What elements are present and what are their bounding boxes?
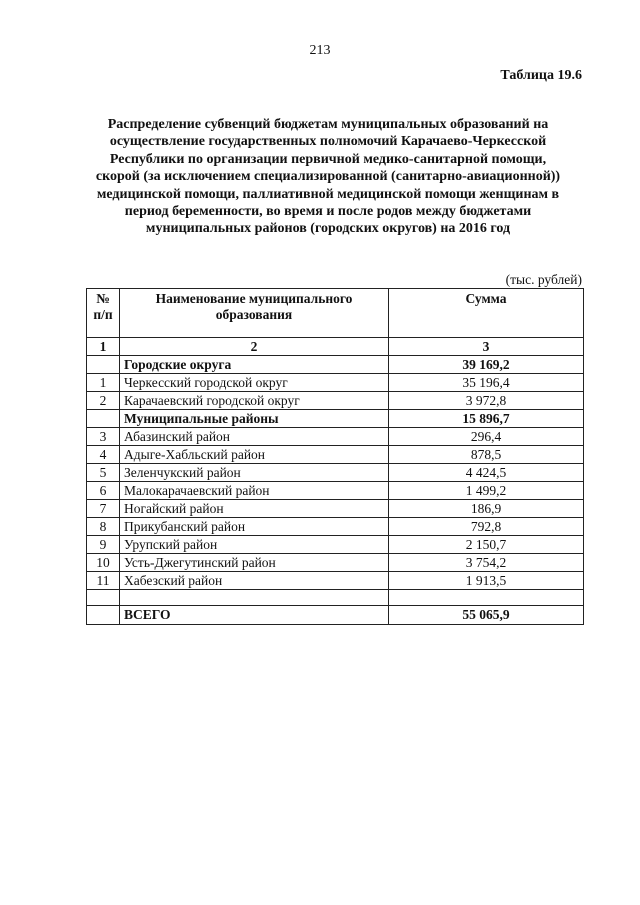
row-num: 5: [87, 464, 120, 482]
title-line: медицинской помощи, паллиативной медицинской помощи женщинам в: [96, 186, 560, 202]
column-index-row: [87, 338, 584, 356]
units-note: (тыс. рублей): [505, 272, 582, 287]
row-name: Прикубанский район: [120, 518, 389, 536]
row-num: 4: [87, 446, 120, 464]
group-name: Муниципальные районы: [120, 410, 389, 428]
title-line: период беременности, во время и после родов между бюджетами: [124, 204, 532, 220]
index-name: 2: [120, 338, 389, 356]
title-line: Республики по организации первичной медико-санитарной помощи,: [109, 151, 547, 167]
row-num: 3: [87, 428, 120, 446]
group-row-districts: [87, 410, 584, 428]
table-row: [87, 392, 584, 410]
row-name: Урупский район: [120, 536, 389, 554]
table-header-row: [87, 289, 584, 338]
row-sum: 1 913,5: [389, 572, 584, 590]
group-sum: 15 896,7: [389, 410, 584, 428]
table-row: [87, 536, 584, 554]
total-label: ВСЕГО: [120, 606, 389, 625]
table-label: Таблица 19.6: [500, 68, 582, 83]
table-row: [87, 446, 584, 464]
row-name: Адыге-Хабльский район: [120, 446, 389, 464]
row-num: 1: [87, 374, 120, 392]
title-line: осуществление государственных полномочий Карачаево-Черкесской: [109, 134, 547, 150]
document-title: [78, 116, 578, 238]
row-name: Черкесский городской округ: [120, 374, 389, 392]
row-num: 2: [87, 392, 120, 410]
title-line: скорой (за исключением специализированной (санитарно-авиационной)): [95, 169, 561, 185]
title-line: Распределение субвенций бюджетам муниципальных образований на: [107, 117, 549, 132]
title-line: муниципальных районов (городских округов) на 2016 год: [145, 221, 511, 237]
row-name: Хабезский район: [120, 572, 389, 590]
header-name: Наименование муниципального образования: [120, 289, 389, 338]
table-row: [87, 500, 584, 518]
row-num: 8: [87, 518, 120, 536]
group-sum: 39 169,2: [389, 356, 584, 374]
row-num: 6: [87, 482, 120, 500]
row-name: Зеленчукский район: [120, 464, 389, 482]
row-name: Малокарачаевский район: [120, 482, 389, 500]
row-sum: 186,9: [389, 500, 584, 518]
subvention-table: [86, 288, 584, 625]
table-row: [87, 464, 584, 482]
row-num: 11: [87, 572, 120, 590]
table-row: [87, 518, 584, 536]
row-sum: 792,8: [389, 518, 584, 536]
total-row: [87, 606, 584, 625]
row-sum: 35 196,4: [389, 374, 584, 392]
row-sum: 3 972,8: [389, 392, 584, 410]
row-name: Абазинский район: [120, 428, 389, 446]
group-name: Городские округа: [120, 356, 389, 374]
index-num: 1: [87, 338, 120, 356]
row-sum: 3 754,2: [389, 554, 584, 572]
table-row: [87, 572, 584, 590]
empty-row: [87, 590, 584, 606]
table-row: [87, 554, 584, 572]
table-row: [87, 428, 584, 446]
row-sum: 1 499,2: [389, 482, 584, 500]
row-sum: 2 150,7: [389, 536, 584, 554]
header-num: № п/п: [87, 289, 120, 338]
group-row-urban: [87, 356, 584, 374]
row-sum: 296,4: [389, 428, 584, 446]
table-row: [87, 374, 584, 392]
row-sum: 878,5: [389, 446, 584, 464]
row-name: Ногайский район: [120, 500, 389, 518]
index-sum: 3: [389, 338, 584, 356]
header-sum: Сумма: [389, 289, 584, 338]
row-num: 10: [87, 554, 120, 572]
row-num: 7: [87, 500, 120, 518]
row-num: 9: [87, 536, 120, 554]
total-sum: 55 065,9: [389, 606, 584, 625]
row-name: Усть-Джегутинский район: [120, 554, 389, 572]
row-name: Карачаевский городской округ: [120, 392, 389, 410]
table-row: [87, 482, 584, 500]
page-number: 213: [309, 43, 331, 58]
row-sum: 4 424,5: [389, 464, 584, 482]
